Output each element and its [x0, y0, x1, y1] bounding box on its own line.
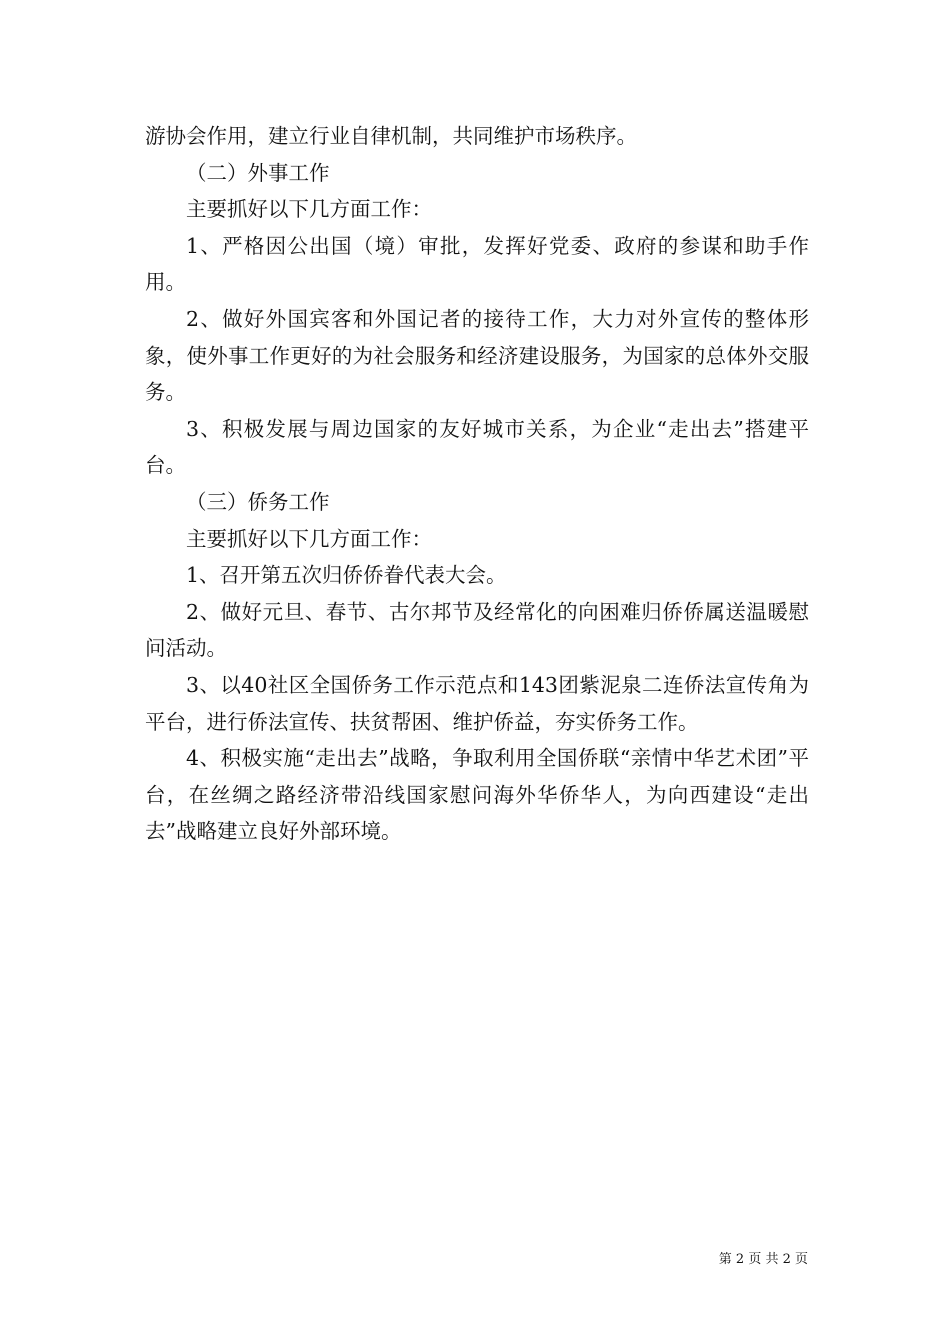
page-number-footer: 第 2 页 共 2 页 — [718, 1252, 808, 1267]
section-heading-overseas-chinese-affairs: （三）侨务工作 — [186, 489, 330, 514]
paragraph: 3、以40社区全国侨务工作示范点和143团紫泥泉二连侨法宣传角为平台，进行侨法宣传、扶贫帮困、维护侨益，夯实侨务工作。 — [145, 672, 809, 734]
paragraph: 2、做好元旦、春节、古尔邦节及经常化的向困难归侨侨属送温暖慰问活动。 — [145, 599, 809, 661]
paragraph: 主要抓好以下几方面工作： — [186, 526, 432, 551]
paragraph: 1、召开第五次归侨侨眷代表大会。 — [186, 563, 507, 588]
paragraph: 3、积极发展与周边国家的友好城市关系，为企业“走出去”搭建平台。 — [145, 416, 809, 478]
section-heading-foreign-affairs: （二）外事工作 — [186, 160, 330, 185]
paragraph: 主要抓好以下几方面工作： — [186, 197, 432, 222]
paragraph: 1、严格因公出国（境）审批，发挥好党委、政府的参谋和助手作用。 — [145, 233, 809, 295]
paragraph: 2、做好外国宾客和外国记者的接待工作，大力对外宣传的整体形象，使外事工作更好的为社会服务和经济建设服务，为国家的总体外交服务。 — [145, 306, 809, 405]
paragraph-continuation: 游协会作用，建立行业自律机制，共同维护市场秩序。 — [145, 124, 637, 148]
document-body — [145, 118, 809, 850]
paragraph: 4、积极实施“走出去”战略，争取利用全国侨联“亲情中华艺术团”平台，在丝绸之路经济带沿线国家慰问海外华侨华人，为向西建设“走出去”战略建立良好外部环境。 — [145, 746, 809, 844]
